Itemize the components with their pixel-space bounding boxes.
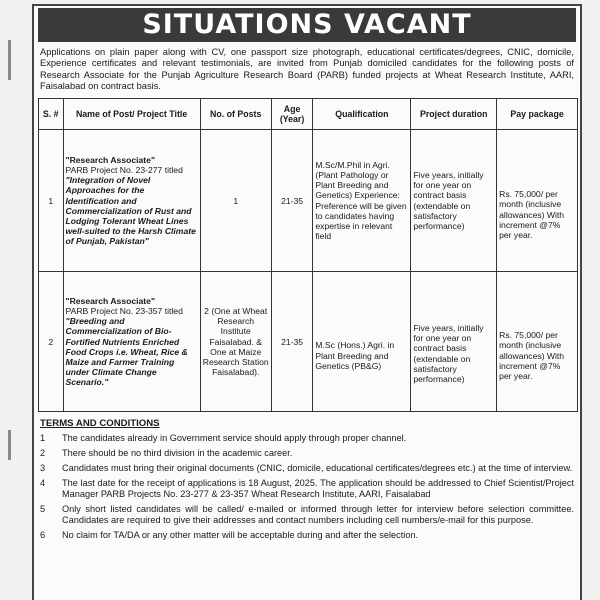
header-pay: Pay package [497, 99, 578, 130]
term-text: No claim for TA/DA or any other matter will be acceptable during and after the selection. [62, 529, 419, 540]
post-name: "Research Associate" [65, 154, 156, 165]
table-header-row [39, 99, 578, 130]
term-number: 3 [40, 463, 46, 473]
row-qualification: M.Sc/M.Phil in Agri. (Plant Pathology or Plant Breeding and Genetics) Experience: Preference will be given to candidates having expertise in relevant field [313, 130, 411, 272]
header-sno: S. # [39, 99, 64, 130]
term-text: Only short listed candidates will be called/ e-mailed or informed through letter for interview before selection committee. Candidates are required to give their addresses and contact numbers including cell numbers/e-mail for this purpose. [62, 503, 574, 525]
table-row [39, 272, 578, 412]
header-qualification: Qualification [313, 99, 411, 130]
row-duration: Five years, initially for one year on contract basis (extendable on satisfactory performance) [411, 130, 497, 272]
term-item [40, 444, 574, 459]
project-title: "Breeding and Commercialization of Bio- Fortified Nutrients Enriched Food Crops i.e. Wheat, Rice & Maize and Farmer Training under Climate Change Scenario." [65, 316, 188, 388]
term-number: 1 [40, 433, 46, 444]
project-title: "Integration of Novel Approaches for the Identification and Commercialization of Rust and Lodging Tolerant Wheat Lines well-suited to the Harsh Climate of Punjab, Pakistan" [65, 175, 196, 247]
page-margin [0, 0, 30, 600]
term-item [40, 429, 574, 444]
row-posts: 2 (One at Wheat Research Institute Faisalabad. & One at Maize Research Station Faisalabad). [200, 272, 271, 412]
term-item [40, 526, 574, 541]
row-age: 21-35 [271, 130, 313, 272]
row-pay: Rs. 75,000/ per month (inclusive allowances) With increment @7% per year. [497, 130, 578, 272]
term-text: There should be no third division in the academic career. [62, 448, 293, 459]
advertisement-sheet [32, 4, 582, 600]
term-number: 6 [40, 529, 46, 540]
row-sno: 1 [39, 130, 64, 272]
scan-artifact [8, 40, 11, 80]
post-name: "Research Associate" [65, 295, 156, 306]
term-item [40, 500, 574, 526]
row-pay: Rs. 75,000/ per month (inclusive allowances) With increment @7% per year. [497, 272, 578, 412]
header-age: Age (Year) [271, 99, 313, 130]
scan-artifact [8, 430, 11, 460]
term-text: The candidates already in Government service should apply through proper channel. [62, 433, 407, 444]
row-age: 21-35 [271, 272, 313, 412]
banner-title: SITUATIONS VACANT [38, 8, 576, 42]
term-item [40, 459, 574, 474]
intro-paragraph: Applications on plain paper along with CV, one passport size photograph, educational certificates/degrees, CNIC, domicile, Experience certificates and relevant testimonials, are invited from Punjab domiciled candidates for the following posts of Research Associate for the Punjab Agriculture Research Board (PARB) funded projects at Wheat Research Institute, AARI, Faisalabad on contract basis. [40, 47, 574, 91]
term-text: Candidates must bring their original documents (CNIC, domicile, educational certificates/degrees etc.) at the time of interview. [62, 463, 573, 473]
row-post-title [63, 130, 200, 272]
row-qualification: M.Sc (Hons.) Agri. in Plant Breeding and Genetics (PB&G) [313, 272, 411, 412]
header-duration: Project duration [411, 99, 497, 130]
row-posts: 1 [200, 130, 271, 272]
row-post-title [63, 272, 200, 412]
project-number: PARB Project No. 23-277 titled [65, 164, 183, 175]
term-number: 2 [40, 448, 46, 459]
posts-table [38, 98, 578, 412]
header-posts: No. of Posts [200, 99, 271, 130]
row-duration: Five years, initially for one year on contract basis (extendable on satisfactory performance) [411, 272, 497, 412]
term-text: The last date for the receipt of applications is 18 August, 2025. The application should be addressed to Chief Scientist/Project Manager PARB Projects No. 23-277 & 23-357 Wheat Research Institute, AARI, Faisalabad [62, 477, 574, 499]
term-item [40, 474, 574, 500]
term-number: 4 [40, 477, 46, 488]
term-number: 5 [40, 503, 46, 514]
row-sno: 2 [39, 272, 64, 412]
terms-heading: TERMS AND CONDITIONS [40, 418, 160, 430]
table-row [39, 130, 578, 272]
project-number: PARB Project No. 23-357 titled [65, 305, 183, 316]
header-name: Name of Post/ Project Title [63, 99, 200, 130]
